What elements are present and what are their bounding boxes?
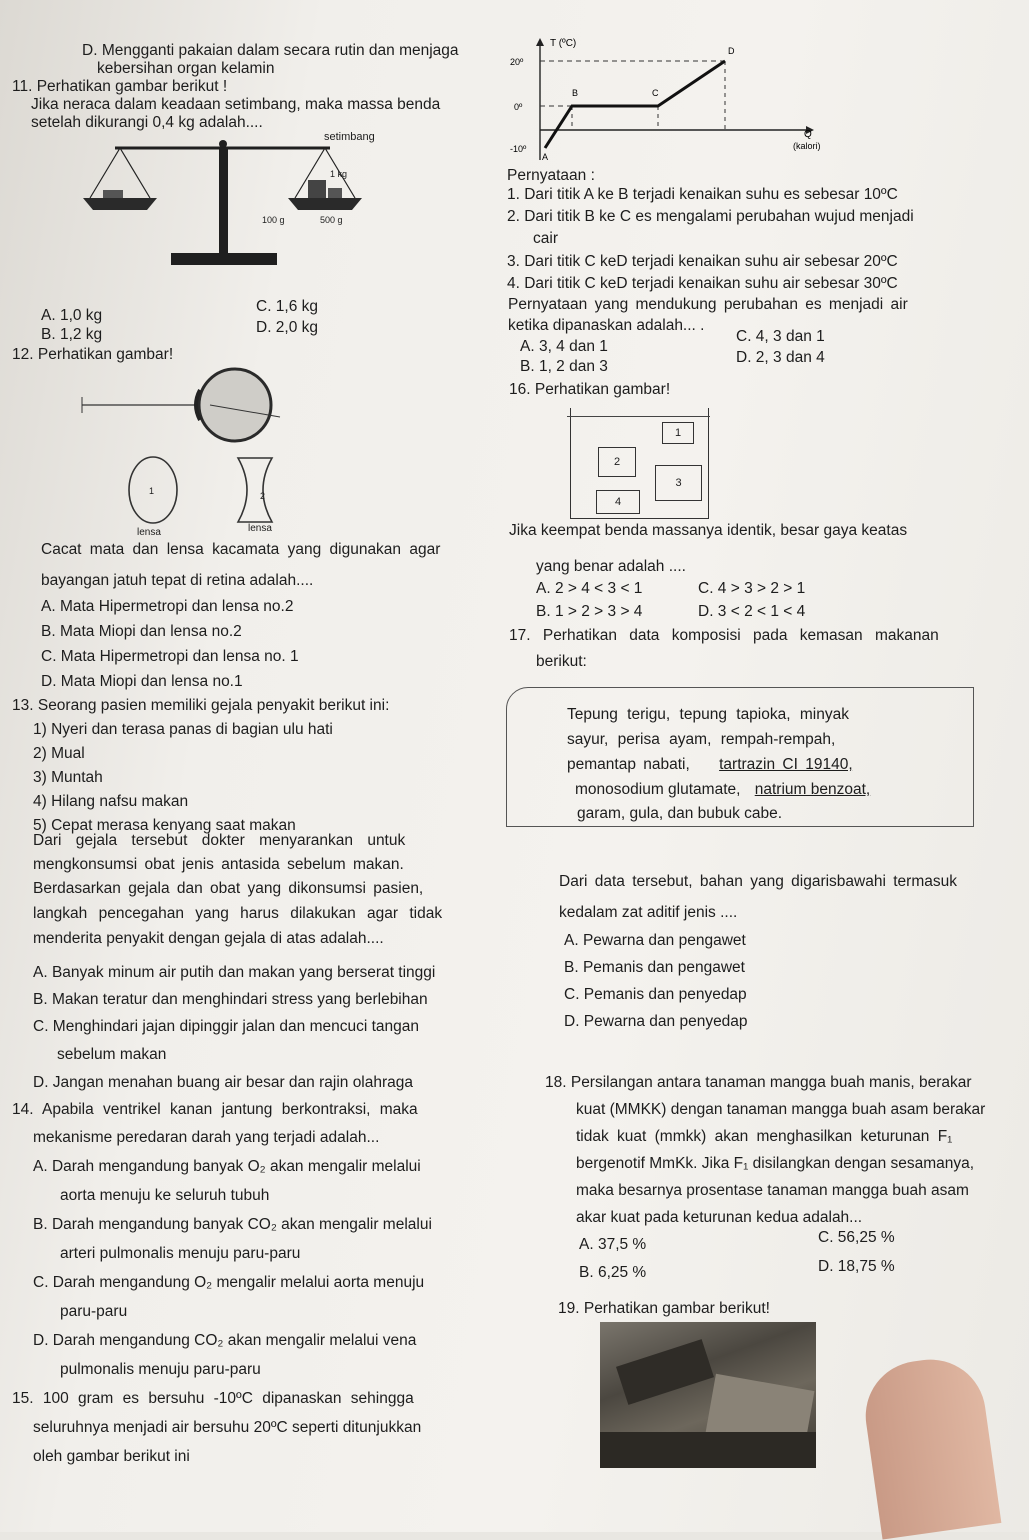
q18-option-b[interactable]: B. 6,25 % <box>579 1264 647 1281</box>
q17-question-2: kedalam zat aditif jenis .... <box>559 904 738 921</box>
q12-stem <box>41 541 493 560</box>
object-3 <box>655 465 702 501</box>
q17-option-a[interactable]: A. Pewarna dan pengawet <box>564 932 746 949</box>
question-text: Perhatikan gambar! <box>37 346 174 363</box>
q18-option-d[interactable]: D. 18,75 % <box>818 1258 895 1275</box>
q11-stem: Jika neraca dalam keadaan setimbang, maka massa benda <box>31 96 441 113</box>
q15-stem-3: oleh gambar berikut ini <box>33 1448 190 1465</box>
q17-option-b[interactable]: B. Pemanis dan pengawet <box>564 959 745 976</box>
q18-stem: bergenotif MmKk. Jika F₁ disilangkan dengan sesamanya, <box>576 1155 975 1172</box>
q17-option-c[interactable]: C. Pemanis dan penyedap <box>564 986 747 1003</box>
tick-0: 0º <box>514 102 523 112</box>
composition-line: Tepung terigu, tepung tapioka, minyak <box>567 706 849 723</box>
tick-minus10: -10º <box>510 144 527 154</box>
q12-option-c[interactable]: C. Mata Hipermetropi dan lensa no. 1 <box>41 648 299 665</box>
q13-option-b[interactable]: B. Makan teratur dan menghindari stress yang berlebihan <box>33 991 428 1008</box>
q13-paragraph: Dari gejala tersebut dokter menyarankan untuk <box>33 832 406 849</box>
q15-stem-2: seluruhnya menjadi air bersuhu 20ºC seperti ditunjukkan <box>33 1419 422 1436</box>
q14-option-a-cont: aorta menuju ke seluruh tubuh <box>60 1187 270 1204</box>
q15-stem: 15. 100 gram es bersuhu -10ºC dipanaskan sehingga <box>12 1390 414 1407</box>
eye-diagram <box>60 365 290 535</box>
q12-intro <box>12 346 173 365</box>
tick-20: 20º <box>510 57 524 67</box>
q17-question: Dari data tersebut, bahan yang digarisbawahi termasuk <box>559 873 957 890</box>
point-B: B <box>572 88 579 98</box>
q18-option-a[interactable]: A. 37,5 % <box>579 1236 647 1253</box>
q14-option-d[interactable]: D. Darah mengandung CO₂ akan mengalir melalui vena <box>33 1332 417 1349</box>
lens-caption-2: lensa <box>248 523 272 534</box>
weight-box <box>308 180 326 198</box>
q15-option-a[interactable]: A. 3, 4 dan 1 <box>520 338 608 355</box>
object-label: 4 <box>614 496 622 508</box>
option-letter: D. <box>82 42 98 59</box>
q17-stem: 17. Perhatikan data komposisi pada kemasan makanan <box>509 627 939 644</box>
question-text: Perhatikan gambar berikut ! <box>36 78 228 95</box>
object-2 <box>598 447 636 477</box>
lens-number-2: 2 <box>260 491 266 501</box>
finger-overlay <box>859 1352 1002 1539</box>
q15-question-2: ketika dipanaskan adalah... . <box>508 317 705 334</box>
object-4 <box>596 490 640 514</box>
q12-stem-line-2: bayangan jatuh tepat di retina adalah.... <box>41 572 314 589</box>
option-text: Mengganti pakaian dalam secara rutin dan menjaga <box>101 42 459 59</box>
object-1 <box>662 422 694 444</box>
right-pan <box>288 198 362 210</box>
q14-option-b-cont: arteri pulmonalis menuju paru-paru <box>60 1245 301 1262</box>
symptom-item: 5) Cepat merasa kenyang saat makan <box>33 817 296 834</box>
q12-option-b[interactable]: B. Mata Miopi dan lensa no.2 <box>41 623 242 640</box>
q19-stem: 19. Perhatikan gambar berikut! <box>558 1300 770 1317</box>
object-label: 2 <box>613 456 621 468</box>
q14-option-a[interactable]: A. Darah mengandung banyak O₂ akan mengalir melalui <box>33 1158 421 1175</box>
photo-dark-shape <box>616 1339 714 1405</box>
weight-label-500g: 500 g <box>320 215 343 225</box>
q14-stem-2: mekanisme peredaran darah yang terjadi adalah... <box>33 1129 380 1146</box>
concave-lens <box>238 458 272 522</box>
object-label: 1 <box>674 427 682 439</box>
q15-option-d[interactable]: D. 2, 3 dan 4 <box>736 349 825 366</box>
symptom-item: 1) Nyeri dan terasa panas di bagian ulu hati <box>33 721 333 738</box>
q13-paragraph: mengkonsumsi obat jenis antasida sebelum makan. <box>33 856 404 873</box>
balance-base <box>171 253 277 265</box>
q14-option-d-cont: pulmonalis menuju paru-paru <box>60 1361 261 1378</box>
composition-line: sayur, perisa ayam, rempah-rempah, <box>567 731 836 748</box>
axis-x-unit: (kalori) <box>793 141 821 151</box>
q13-option-c-cont: sebelum makan <box>57 1046 167 1063</box>
q16-option-a[interactable]: A. 2 > 4 < 3 < 1 <box>536 580 643 597</box>
q11-intro <box>12 78 227 97</box>
composition-line <box>567 756 853 775</box>
q15-question: Pernyataan yang mendukung perubahan es menjadi air <box>508 296 908 313</box>
photo-ground <box>600 1432 816 1468</box>
question-number: 12. <box>12 346 34 363</box>
statement-2: 2. Dari titik B ke C es mengalami perubahan wujud menjadi <box>507 208 914 225</box>
q18-stem: kuat (MMKK) dengan tanaman mangga buah asam berakar <box>576 1101 986 1118</box>
composition-line: garam, gula, dan bubuk cabe. <box>577 805 783 822</box>
q14-option-c[interactable]: C. Darah mengandung O₂ mengalir melalui aorta menuju <box>33 1274 425 1291</box>
q14-stem: 14. Apabila ventrikel kanan jantung berkontraksi, maka <box>12 1101 418 1118</box>
q11-option-b[interactable]: B. 1,2 kg <box>41 326 103 343</box>
q13-paragraph: menderita penyakit dengan gejala di atas adalah.... <box>33 930 384 947</box>
q13-option-d[interactable]: D. Jangan menahan buang air besar dan rajin olahraga <box>33 1074 414 1091</box>
statement-2-cont: cair <box>533 230 558 247</box>
q13-option-c[interactable]: C. Menghindari jajan dipinggir jalan dan mencuci tangan <box>33 1018 420 1035</box>
statement-3: 3. Dari titik C keD terjadi kenaikan suhu air sebesar 20ºC <box>507 253 898 270</box>
underlined-ingredient: tartrazin CI 19140, <box>719 756 853 773</box>
statement-4: 4. Dari titik C keD terjadi kenaikan suhu air sebesar 30ºC <box>507 275 898 292</box>
axis-y-label: T (ºC) <box>550 38 577 49</box>
q18-stem: tidak kuat (mmkk) akan menghasilkan keturunan F₁ <box>576 1128 953 1145</box>
q12-stem-line: Cacat mata dan lensa kacamata yang digunakan agar <box>41 541 441 558</box>
q16-option-d[interactable]: D. 3 < 2 < 1 < 4 <box>698 603 806 620</box>
lens-number-1: 1 <box>149 486 155 496</box>
eyeball <box>199 369 271 441</box>
left-pan <box>83 198 157 210</box>
q10-option-d <box>82 42 459 61</box>
lens-caption-1: lensa <box>137 527 161 538</box>
q18-stem: maka besarnya prosentase tanaman mangga buah asam <box>576 1182 969 1199</box>
statements-title: Pernyataan : <box>507 167 595 184</box>
q11-stem-2: setelah dikurangi 0,4 kg adalah.... <box>31 114 263 131</box>
point-A: A <box>542 152 549 162</box>
balance-label: setimbang <box>324 131 375 143</box>
q14-option-c-cont: paru-paru <box>60 1303 128 1320</box>
q17-stem-2: berikut: <box>536 653 587 670</box>
point-C: C <box>652 88 659 98</box>
q16-option-b[interactable]: B. 1 > 2 > 3 > 4 <box>536 603 643 620</box>
q11-option-c[interactable]: C. 1,6 kg <box>256 298 319 315</box>
object-label: 3 <box>675 477 682 489</box>
q12-option-d[interactable]: D. Mata Miopi dan lensa no.1 <box>41 673 243 690</box>
q14-option-b[interactable]: B. Darah mengandung banyak CO₂ akan mengalir melalui <box>33 1216 432 1233</box>
q18-stem: 18. Persilangan antara tanaman mangga buah manis, berakar <box>545 1074 972 1091</box>
q15-option-b[interactable]: B. 1, 2 dan 3 <box>520 358 608 375</box>
question-number: 11. <box>12 78 33 95</box>
ingredient-text: monosodium glutamate, <box>575 781 741 798</box>
symptom-item: 2) Mual <box>33 745 85 762</box>
water-surface <box>567 416 710 417</box>
weight-label-100g: 100 g <box>262 215 285 225</box>
heating-curve-graph <box>500 30 830 165</box>
q16-stem: 16. Perhatikan gambar! <box>509 381 671 398</box>
q12-option-a[interactable]: A. Mata Hipermetropi dan lensa no.2 <box>41 598 294 615</box>
q11-option-a[interactable]: A. 1,0 kg <box>41 307 103 324</box>
q18-stem: akar kuat pada keturunan kedua adalah... <box>576 1209 863 1226</box>
q13-stem: 13. Seorang pasien memiliki gejala penyakit berikut ini: <box>12 697 390 714</box>
point-D: D <box>728 46 735 56</box>
q18-option-c[interactable]: C. 56,25 % <box>818 1229 895 1246</box>
q13-paragraph: Berdasarkan gejala dan obat yang dikonsumsi pasien, <box>33 880 424 897</box>
q16-option-c[interactable]: C. 4 > 3 > 2 > 1 <box>698 580 806 597</box>
q11-option-d[interactable]: D. 2,0 kg <box>256 319 319 336</box>
heating-curve <box>545 61 725 148</box>
q17-option-d[interactable]: D. Pewarna dan penyedap <box>564 1013 748 1030</box>
balance-pillar <box>219 148 228 263</box>
symptom-item: 3) Muntah <box>33 769 103 786</box>
underlined-ingredient: natrium benzoat, <box>754 781 871 798</box>
weight-label-1kg: 1 kg <box>330 169 348 179</box>
statement-1: 1. Dari titik A ke B terjadi kenaikan suhu es sebesar 10ºC <box>507 186 898 203</box>
ingredient-text: pemantap nabati, <box>567 756 690 773</box>
q15-option-c[interactable]: C. 4, 3 dan 1 <box>736 328 825 345</box>
q13-option-a[interactable]: A. Banyak minum air putih dan makan yang berserat tinggi <box>33 964 436 981</box>
q16-question: Jika keempat benda massanya identik, besar gaya keatas <box>509 522 908 539</box>
industrial-photo <box>600 1322 816 1468</box>
q13-paragraph: langkah pencegahan yang harus dilakukan agar tidak <box>33 905 443 922</box>
axis-x-label: Q <box>804 129 812 140</box>
composition-line <box>575 781 870 800</box>
option-text-cont: kebersihan organ kelamin <box>97 60 275 77</box>
q16-question-2: yang benar adalah .... <box>536 558 686 575</box>
balance-scale-figure <box>75 138 375 278</box>
symptom-item: 4) Hilang nafsu makan <box>33 793 189 810</box>
